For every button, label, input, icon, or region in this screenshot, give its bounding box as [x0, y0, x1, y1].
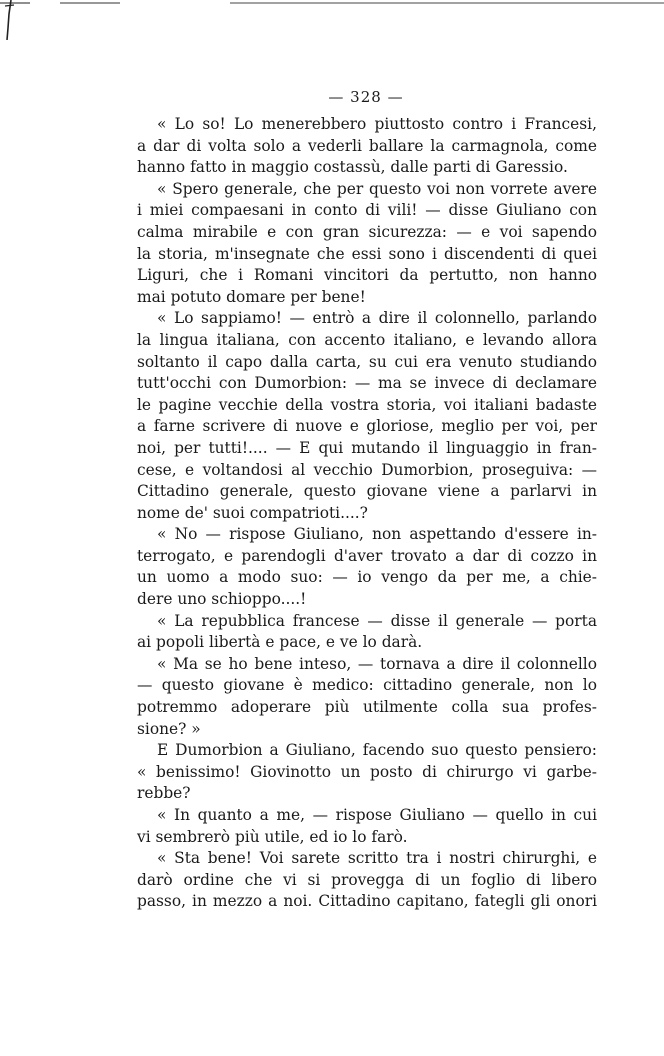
text-line: rebbe? — [137, 784, 191, 803]
text-line: calma mirabile e con gran sicurezza: — e voi sapendo — [137, 222, 597, 241]
text-line: dere uno schioppo....! — [137, 590, 307, 609]
scan-margin-mark — [2, 0, 16, 40]
text-line: a farne scrivere di nuove e gloriose, meglio per voi, per — [137, 417, 597, 436]
text-line: cese, e voltandosi al vecchio Dumorbion, proseguiva: — — [137, 460, 597, 479]
text-line: « Sta bene! Voi sarete scritto tra i nostri chirurghi, e — [157, 849, 597, 868]
text-line: a dar di volta solo a vederli ballare la carmagnola, come — [137, 136, 597, 155]
text-line: mai potuto domare per bene! — [137, 287, 366, 306]
text-line: terrogato, e parendogli d'aver trovato a dar di cozzo in — [137, 546, 597, 565]
text-line: soltanto il capo dalla carta, su cui era venuto studiando — [137, 352, 597, 371]
text-line: tutt'occhi con Dumorbion: — ma se invece di declamare — [137, 374, 597, 393]
text-line: passo, in mezzo a noi. Cittadino capitano, fategli gli onori — [137, 892, 597, 911]
text-line: le pagine vecchie della vostra storia, voi italiani badaste — [137, 395, 597, 414]
text-line: ai popoli libertà e pace, e ve lo darà. — [137, 633, 423, 652]
text-line: « In quanto a me, — rispose Giuliano — quello in cui — [157, 806, 597, 824]
text-line: noi, per tutti!.... — E qui mutando il linguaggio in fran- — [137, 438, 597, 457]
text-line: « Ma se ho bene inteso, — tornava a dire il colonnello — [157, 654, 597, 673]
text-line: nome de' suoi compatrioti....? — [137, 503, 368, 522]
text-line: « La repubblica francese — disse il generale — porta — [157, 611, 597, 630]
text-line: potremmo adoperare più utilmente colla sua profes- — [137, 698, 597, 717]
text-line: darò ordine che vi si provegga di un foglio di libero — [137, 870, 597, 889]
text-line: « Lo so! Lo menerebbero piuttosto contro i Francesi, — [157, 115, 597, 133]
scan-edge-line — [0, 2, 664, 4]
text-line: « benissimo! Giovinotto un posto di chirurgo vi garbe- — [137, 762, 597, 781]
text-line: « Lo sappiamo! — entrò a dire il colonnello, parlando — [157, 309, 597, 328]
page-number: — 328 — — [328, 88, 404, 106]
text-line: la storia, m'insegnate che essi sono i discendenti di quei — [137, 244, 597, 263]
text-line: un uomo a modo suo: — io vengo da per me, a chie- — [137, 568, 597, 587]
text-line: Cittadino generale, questo giovane viene a parlarvi in — [137, 482, 597, 501]
text-line: Liguri, che i Romani vincitori da pertutto, non hanno — [137, 266, 597, 285]
text-line: sione? » — [137, 719, 201, 738]
body-text — [137, 114, 597, 913]
text-line: la lingua italiana, con accento italiano, e levando allora — [137, 330, 597, 349]
text-line: vi sembrerò più utile, ed io lo farò. — [137, 827, 408, 846]
text-line: E Dumorbion a Giuliano, facendo suo questo pensiero: — [157, 741, 597, 760]
text-line: « Spero generale, che per questo voi non vorrete avere — [157, 179, 597, 198]
text-line: hanno fatto in maggio costassù, dalle parti di Garessio. — [137, 158, 568, 177]
text-line: « No — rispose Giuliano, non aspettando d'essere in- — [157, 525, 597, 544]
text-line: — questo giovane è medico: cittadino generale, non lo — [137, 676, 597, 695]
text-line: i miei compaesani in conto di vili! — disse Giuliano con — [137, 201, 597, 220]
